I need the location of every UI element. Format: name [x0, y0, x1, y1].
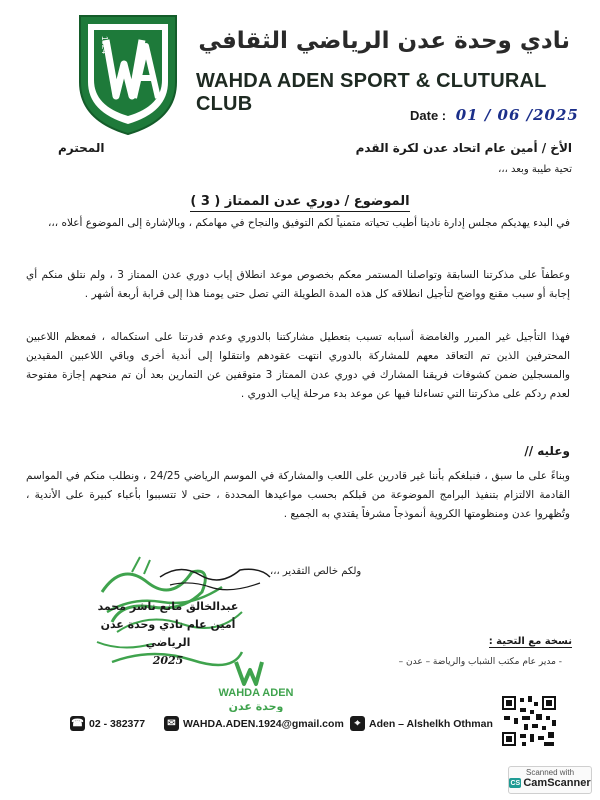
subject-line: الموضوع / دوري عدن الممتاز ( 3 ): [190, 194, 409, 212]
copies-label: نسخة مع التحية :: [488, 636, 572, 647]
location-text: Aden – Alshelkh Othman: [369, 717, 493, 730]
camscanner-brand: [509, 777, 591, 789]
respected-label: المحترم: [58, 141, 105, 155]
greeting: تحية طيبة وبعد ،،،: [498, 164, 572, 175]
paragraph-intro: في البدء يهديكم مجلس إدارة نادينا أطيب تحياته متمنياً لكم التوفيق والنجاح في مهامكم ، وبالإشارة إلى الموضوع أعلاه ،،،: [47, 217, 570, 229]
copy-recipient: - مدير عام مكتب الشباب والرياضة – عدن –: [398, 657, 562, 667]
date-value: 01 / 06 /2025: [455, 106, 579, 124]
addressee: الأخ / أمين عام اتحاد عدن لكرة القدم: [355, 141, 572, 155]
paragraph-decision: وبناءً على ما سبق ، فنبلغكم بأننا غير قادرين على اللعب والمشاركة في الموسم الرياضي 24/25 ، ونطلب منكم في المواسم القادمة الالتزام بتنفيذ البرامج الموضوعة من قبلكم بحسب مواعيدها المحددة ، حتى لا تتسببوا بأعباء كبيرة على الأندية ، وتُظهروا عدن ومنظومتها الكروية أنموذجاً مشرفاً يقتدي به الجميع .: [26, 470, 570, 520]
signer-name: عبدالخالق مانع ناشر محمد: [97, 600, 239, 613]
footer-email: [164, 716, 344, 731]
date-label: Date :: [410, 108, 447, 123]
footer-contact: [70, 716, 500, 738]
club-logo: [72, 12, 184, 136]
therefore-heading: وعليه //: [524, 444, 570, 458]
footer-phone: [70, 716, 145, 731]
phone-number: 02 - 382377: [89, 717, 146, 730]
camscanner-name: CamScanner: [523, 777, 591, 789]
signer-title: أمين عام نادي وحدة عدن الرياضي: [100, 618, 236, 649]
email-address: WAHDA.ADEN.1924@gmail.com: [183, 717, 344, 730]
club-stamp: [216, 658, 296, 712]
camscanner-watermark: [508, 766, 592, 794]
qr-code: [500, 694, 558, 748]
club-name-arabic: نادي وحدة عدن الرياضي الثقافي: [198, 28, 570, 54]
stamp-text-en: WAHDA ADEN: [218, 687, 294, 699]
club-name-english: WAHDA ADEN SPORT & CLUTURAL CLUB: [196, 70, 547, 115]
scanned-with-label: Scanned with: [525, 768, 575, 777]
phone-icon: ☎: [71, 718, 84, 729]
closing-line: ولكم خالص التقدير ،،،: [270, 566, 362, 577]
paragraph-reference: وعطفاً على مذكرتنا السابقة وتواصلنا المستمر معكم بخصوص موعد انطلاق إياب دوري عدن الممتاز 3 ، ولم نتلق منكم أي إجابة أو سبب مقنع وواضح لتأجيل انطلاقه كل هذه المدة الطويلة التي تصل حتى يومنا هذا إلى قرابة أربعة أشهر .: [26, 269, 570, 300]
logo-year: 1924: [100, 36, 109, 54]
footer-location: [350, 716, 493, 731]
subject-row: [0, 190, 600, 212]
paragraph-postponement: فهذا التأجيل غير المبرر والغامضة أسبابه تسبب بتعطيل مشاركتنا بالدوري وعدم قدرتنا على استكماله ، فمعظم اللاعبين المحترفين الذين تم التعاقد معهم للمشاركة بالدوري انتهت عقودهم وانتقلوا إلى أندية أخرى وباقي اللاعبين المقيدين والمسجلين ضمن كشوفات فريقنا المشارك في دوري عدن الممتاز 3 متوقفين عن التمارين بعد أن تم منحهم إجازة مفتوحة لعدم ردكم على مذكرتنا التي تساءلنا فيها عن موعد بدء مرحلة إياب الدوري .: [26, 331, 570, 400]
stamp-text-ar: وحدة عدن: [228, 700, 284, 712]
signature-year: 2025: [152, 654, 184, 667]
email-icon: ✉: [164, 716, 179, 731]
camscanner-icon: CS: [510, 779, 521, 787]
location-icon: ⌖: [350, 716, 365, 731]
date-row: [410, 106, 579, 124]
